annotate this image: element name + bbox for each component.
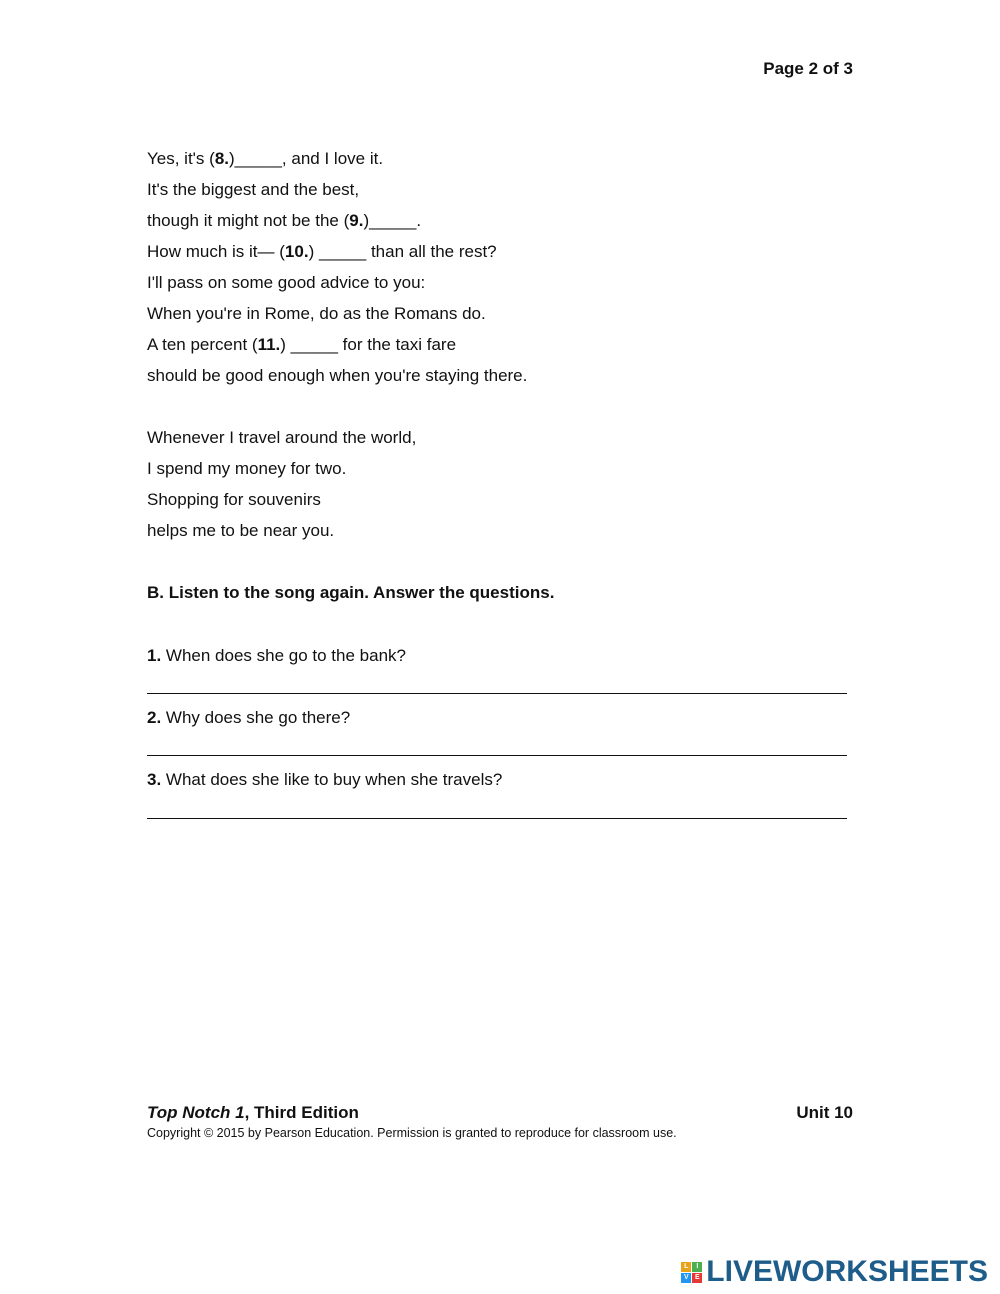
lyric-line: Yes, it's (8.)_____, and I love it. [147,149,384,168]
lyric-line: should be good enough when you're staying there. [147,366,528,385]
footer-book-title: Top Notch 1, Third Edition [147,1103,359,1122]
question-2: 2. Why does she go there? [147,708,351,727]
lyric-line: When you're in Rome, do as the Romans do. [147,304,486,323]
lyric-line: How much is it— (10.) _____ than all the rest? [147,242,497,261]
liveworksheets-brand [681,1255,988,1289]
liveworksheets-logo-icon: L I V E [681,1262,702,1283]
answer-line-3[interactable] [147,818,847,819]
lyric-line: Whenever I travel around the world, [147,428,417,447]
copyright-notice: Copyright © 2015 by Pearson Education. Permission is granted to reproduce for classroom use. [147,1126,677,1140]
page-number: Page 2 of 3 [763,59,853,78]
lyric-line: I spend my money for two. [147,459,347,478]
lyric-line: I'll pass on some good advice to you: [147,273,426,292]
brand-name: LIVEWORKSHEETS [706,1255,988,1288]
answer-line-2[interactable] [147,755,847,756]
answer-line-1[interactable] [147,693,847,694]
song-lyrics [147,148,847,551]
question-1: 1. When does she go to the bank? [147,646,406,665]
question-3: 3. What does she like to buy when she travels? [147,770,503,789]
lyric-line: It's the biggest and the best, [147,180,360,199]
lyric-line: helps me to be near you. [147,521,335,540]
lyric-line: A ten percent (11.) _____ for the taxi fare [147,335,457,354]
lyric-line: though it might not be the (9.)_____. [147,211,422,230]
lyric-line: Shopping for souvenirs [147,490,321,509]
section-b-instruction: B. Listen to the song again. Answer the questions. [147,583,555,602]
footer-unit: Unit 10 [796,1103,853,1122]
